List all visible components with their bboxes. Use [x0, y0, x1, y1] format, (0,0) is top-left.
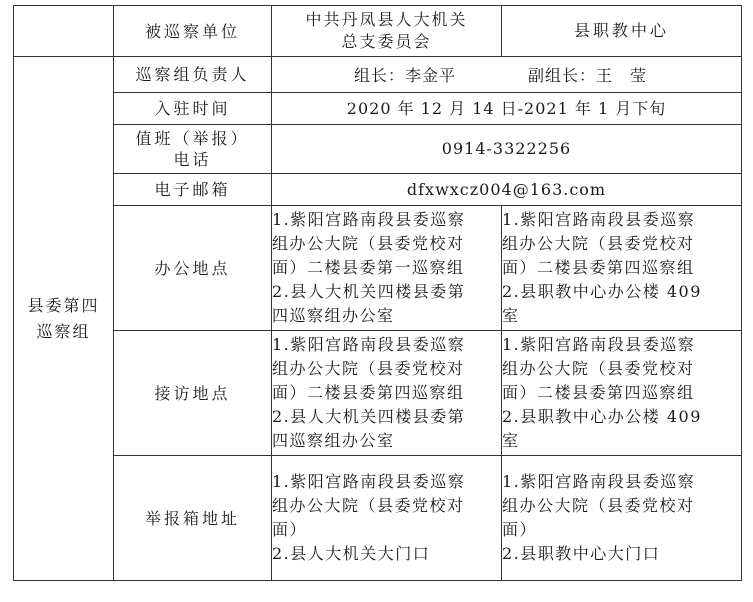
mailbox-unit-1 — [272, 456, 502, 581]
inspection-info-table — [13, 5, 742, 581]
address-line: 1.紫阳宫路南段县委巡察 — [502, 335, 696, 354]
address-line: 组办公大院（县委党校对 — [272, 496, 465, 515]
inspected-unit-label: 被巡察单位 — [114, 6, 272, 57]
email-value[interactable]: dfxwxcz004@163.com — [272, 174, 742, 206]
reception-unit-2 — [502, 331, 742, 456]
top-left-blank-cell — [14, 6, 114, 57]
address-line: 面）二楼县委第四巡察组 — [272, 383, 465, 402]
address-line: 1.紫阳宫路南段县委巡察 — [272, 335, 466, 354]
address-line: 组办公大院（县委党校对 — [502, 234, 695, 253]
inspected-unit-1: 中共丹凤县人大机关 总支委员会 — [272, 6, 502, 57]
address-line: 2.县人大机关四楼县委第 — [272, 407, 466, 426]
office-label: 办公地点 — [114, 206, 272, 331]
group-chief: 组长：李金平 — [354, 66, 457, 85]
inspection-group-name: 县委第四 巡察组 — [14, 57, 114, 581]
address-line: 组办公大院（县委党校对 — [272, 234, 465, 253]
address-line: 室 — [502, 431, 520, 450]
address-line: 组办公大院（县委党校对 — [502, 359, 695, 378]
address-line: 四巡察组办公室 — [272, 431, 395, 450]
address-line: 面） — [502, 520, 538, 539]
address-line: 1.紫阳宫路南段县委巡察 — [502, 472, 696, 491]
office-unit-2 — [502, 206, 742, 331]
period-value: 2020 年 12 月 14 日-2021 年 1 月下旬 — [272, 93, 742, 125]
mailbox-unit-2 — [502, 456, 742, 581]
reception-unit-1 — [272, 331, 502, 456]
address-line: 面）二楼县委第四巡察组 — [502, 383, 695, 402]
address-line: 组办公大院（县委党校对 — [272, 359, 465, 378]
leader-label: 巡察组负责人 — [114, 57, 272, 93]
inspected-unit-2: 县职教中心 — [502, 6, 742, 57]
address-line: 2.县人大机关四楼县委第 — [272, 282, 466, 301]
address-line: 2.县职教中心办公楼 409 — [502, 282, 702, 301]
address-line: 1.紫阳宫路南段县委巡察 — [272, 472, 466, 491]
address-line: 面）二楼县委第四巡察组 — [502, 258, 695, 277]
address-line: 四巡察组办公室 — [272, 306, 395, 325]
phone-label: 值班（举报） 电话 — [114, 125, 272, 174]
address-line: 室 — [502, 306, 520, 325]
deputy-chief: 副组长：王 莹 — [528, 66, 648, 85]
address-line: 1.紫阳宫路南段县委巡察 — [272, 210, 466, 229]
address-line: 面）二楼县委第一巡察组 — [272, 258, 465, 277]
reception-label: 接访地点 — [114, 331, 272, 456]
phone-value[interactable]: 0914-3322256 — [272, 125, 742, 174]
address-line: 1.紫阳宫路南段县委巡察 — [502, 210, 696, 229]
office-unit-1 — [272, 206, 502, 331]
address-line: 2.县职教中心办公楼 409 — [502, 407, 702, 426]
period-label: 入驻时间 — [114, 93, 272, 125]
address-line: 2.县职教中心大门口 — [502, 544, 661, 563]
address-line: 组办公大院（县委党校对 — [502, 496, 695, 515]
email-label: 电子邮箱 — [114, 174, 272, 206]
leader-cell — [272, 57, 742, 93]
mailbox-label: 举报箱地址 — [114, 456, 272, 581]
address-line: 面） — [272, 520, 308, 539]
address-line: 2.县人大机关大门口 — [272, 544, 431, 563]
